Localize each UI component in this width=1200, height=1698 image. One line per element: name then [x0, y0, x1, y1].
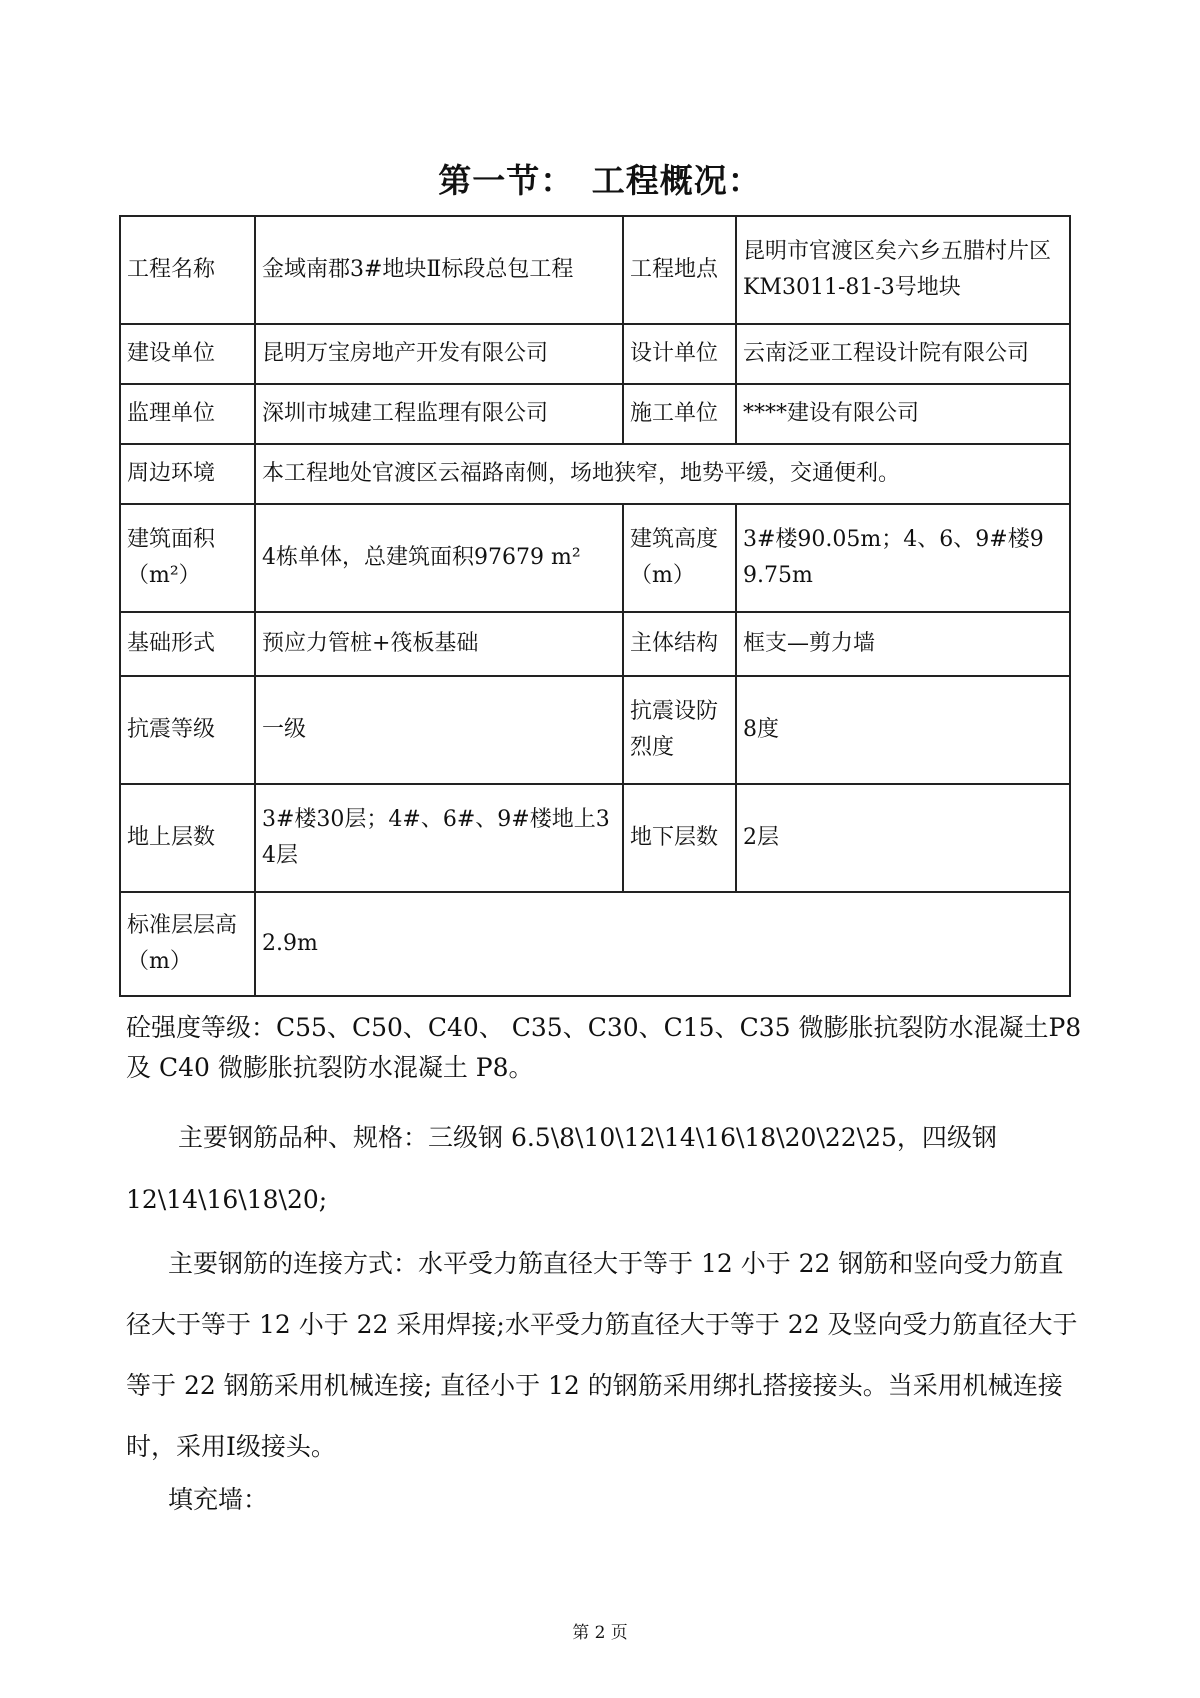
supervisor-label: 监理单位 — [120, 384, 255, 444]
seismic-intensity-value: 8度 — [736, 676, 1070, 784]
environment-value: 本工程地处官渡区云福路南侧，场地狭窄，地势平缓，交通便利。 — [255, 444, 1070, 504]
height-label: 建筑高度（m） — [623, 504, 736, 612]
table-row — [120, 324, 1070, 384]
table-row — [120, 216, 1070, 324]
floors-above-label: 地上层数 — [120, 784, 255, 892]
floor-area-label: 建筑面积（m²） — [120, 504, 255, 612]
table-row — [120, 444, 1070, 504]
storey-height-label: 标准层层高（m） — [120, 892, 255, 996]
seismic-grade-label: 抗震等级 — [120, 676, 255, 784]
developer-label: 建设单位 — [120, 324, 255, 384]
contractor-label: 施工单位 — [623, 384, 736, 444]
designer-label: 设计单位 — [623, 324, 736, 384]
contractor-value: ****建设有限公司 — [736, 384, 1070, 444]
project-name-value: 金域南郡3#地块Ⅱ标段总包工程 — [255, 216, 623, 324]
rebar-connection-paragraph: 主要钢筋的连接方式：水平受力筋直径大于等于 12 小于 22 钢筋和竖向受力筋直径大于等于 12 小于 22 采用焊接;水平受力筋直径大于等于 22 及竖向受力筋直径大于等于 22 钢筋采用机械连接; 直径小于 12 的钢筋采用绑扎搭接接头。当采用机械连接时，采用Ⅰ级接头。 — [126, 1249, 1078, 1461]
table-row — [120, 384, 1070, 444]
developer-value: 昆明万宝房地产开发有限公司 — [255, 324, 623, 384]
seismic-intensity-label: 抗震设防烈度 — [623, 676, 736, 784]
supervisor-value: 深圳市城建工程监理有限公司 — [255, 384, 623, 444]
structure-label: 主体结构 — [623, 612, 736, 676]
floor-area-value: 4栋单体，总建筑面积97679 m² — [255, 504, 623, 612]
rebar-types-paragraph: 主要钢筋品种、规格：三级钢 6.5\8\10\12\14\16\18\20\22\25，四级钢12\14\16\18\20; — [126, 1123, 997, 1214]
table-row — [120, 612, 1070, 676]
location-value: 昆明市官渡区矣六乡五腊村片区KM3011-81-3号地块 — [736, 216, 1070, 324]
foundation-value: 预应力管桩+筏板基础 — [255, 612, 623, 676]
floors-below-label: 地下层数 — [623, 784, 736, 892]
designer-value: 云南泛亚工程设计院有限公司 — [736, 324, 1070, 384]
table-row — [120, 784, 1070, 892]
storey-height-value: 2.9m — [255, 892, 1070, 996]
floors-above-value: 3#楼30层；4#、6#、9#楼地上34层 — [255, 784, 623, 892]
section-title: 第一节： 工程概况： — [438, 161, 762, 200]
foundation-label: 基础形式 — [120, 612, 255, 676]
project-name-label: 工程名称 — [120, 216, 255, 324]
project-overview-table — [119, 215, 1071, 997]
floors-below-value: 2层 — [736, 784, 1070, 892]
environment-label: 周边环境 — [120, 444, 255, 504]
table-row — [120, 676, 1070, 784]
height-value: 3#楼90.05m；4、6、9#楼99.75m — [736, 504, 1070, 612]
location-label: 工程地点 — [623, 216, 736, 324]
page-number: 第 2 页 — [572, 1623, 628, 1643]
concrete-grade-paragraph: 砼强度等级：C55、C50、C40、 C35、C30、C15、C35 微膨胀抗裂防水混凝土P8 及 C40 微膨胀抗裂防水混凝土 P8。 — [126, 1013, 1082, 1082]
table-row — [120, 504, 1070, 612]
table-row — [120, 892, 1070, 996]
structure-value: 框支—剪力墙 — [736, 612, 1070, 676]
seismic-grade-value: 一级 — [255, 676, 623, 784]
infill-wall-heading: 填充墙： — [168, 1485, 269, 1514]
